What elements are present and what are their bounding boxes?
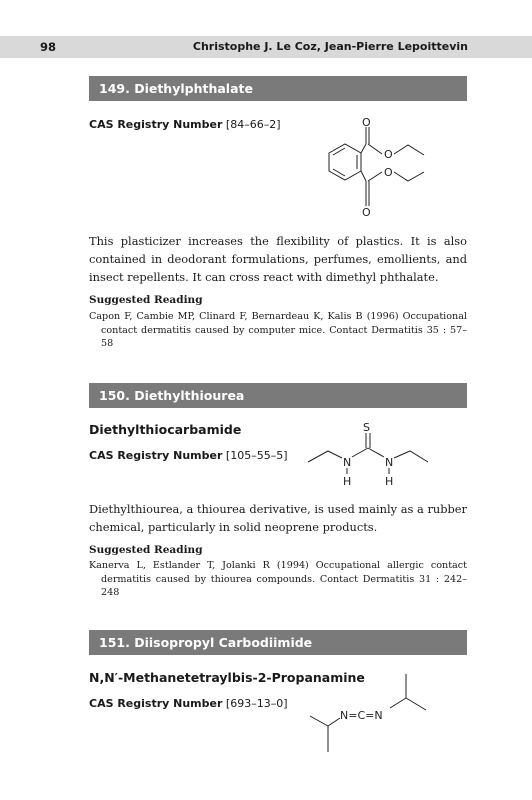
cas-registry-150 bbox=[89, 449, 287, 462]
hydrogen-label: H bbox=[385, 475, 394, 488]
diethylthiourea-structure bbox=[306, 418, 438, 488]
nitrogen-label: N bbox=[343, 456, 352, 469]
hydrogen-label: H bbox=[343, 475, 352, 488]
running-head-authors: Christophe J. Le Coz, Jean-Pierre Lepoittevin bbox=[192, 40, 468, 53]
cas-number: [105–55–5] bbox=[225, 449, 288, 462]
oxygen-label: O bbox=[384, 148, 393, 161]
suggested-reading-heading: Suggested Reading bbox=[89, 544, 203, 556]
cas-label: CAS Registry Number bbox=[89, 118, 223, 131]
cas-registry-149 bbox=[89, 118, 280, 131]
cas-number: [693–13–0] bbox=[225, 697, 288, 710]
entry-title-151: 151. Diisopropyl Carbodiimide bbox=[89, 630, 467, 655]
carbodiimide-formula: N=C=N bbox=[340, 709, 383, 722]
cas-label: CAS Registry Number bbox=[89, 449, 223, 462]
page-number: 98 bbox=[40, 40, 57, 54]
entry-title-149: 149. Diethylphthalate bbox=[89, 76, 467, 101]
benzene-ring bbox=[329, 144, 361, 180]
oxygen-label: O bbox=[362, 116, 371, 129]
entry-description-150: Diethylthiourea, a thiourea derivative, is used mainly as a rubber chemical, particularly in solid neoprene products. bbox=[89, 502, 467, 534]
diisopropyl-carbodiimide-structure bbox=[306, 668, 438, 760]
suggested-reading-reference: Capon F, Cambie MP, Clinard F, Bernardeau K, Kalis B (1996) Occupational contact dermatitis caused by computer mice. Contact Dermatitis 35 : 57–58 bbox=[89, 311, 467, 349]
cas-label: CAS Registry Number bbox=[89, 697, 223, 710]
suggested-reading-heading: Suggested Reading bbox=[89, 294, 203, 306]
oxygen-label: O bbox=[384, 166, 393, 179]
sulfur-label: S bbox=[363, 421, 370, 434]
entry-synonym-151: N,N′-Methanetetraylbis-2-Propanamine bbox=[89, 670, 365, 685]
entry-title-150: 150. Diethylthiourea bbox=[89, 383, 467, 408]
oxygen-label: O bbox=[362, 206, 371, 219]
cas-registry-151 bbox=[89, 697, 287, 710]
entry-description-149: This plasticizer increases the flexibility of plastics. It is also contained in deodorant formulations, perfumes, emollients, and insect repellents. It can cross react with dimethyl phthalate. bbox=[89, 234, 467, 284]
running-header bbox=[0, 36, 532, 58]
nitrogen-label: N bbox=[385, 456, 394, 469]
entry-synonym-150: Diethylthiocarbamide bbox=[89, 422, 242, 437]
diethylphthalate-structure bbox=[296, 118, 436, 220]
cas-number: [84–66–2] bbox=[225, 118, 281, 131]
suggested-reading-reference: Kanerva L, Estlander T, Jolanki R (1994) Occupational allergic contact dermatitis caused by thiourea compounds. Contact Dermatitis 31 : 242–248 bbox=[89, 560, 467, 598]
